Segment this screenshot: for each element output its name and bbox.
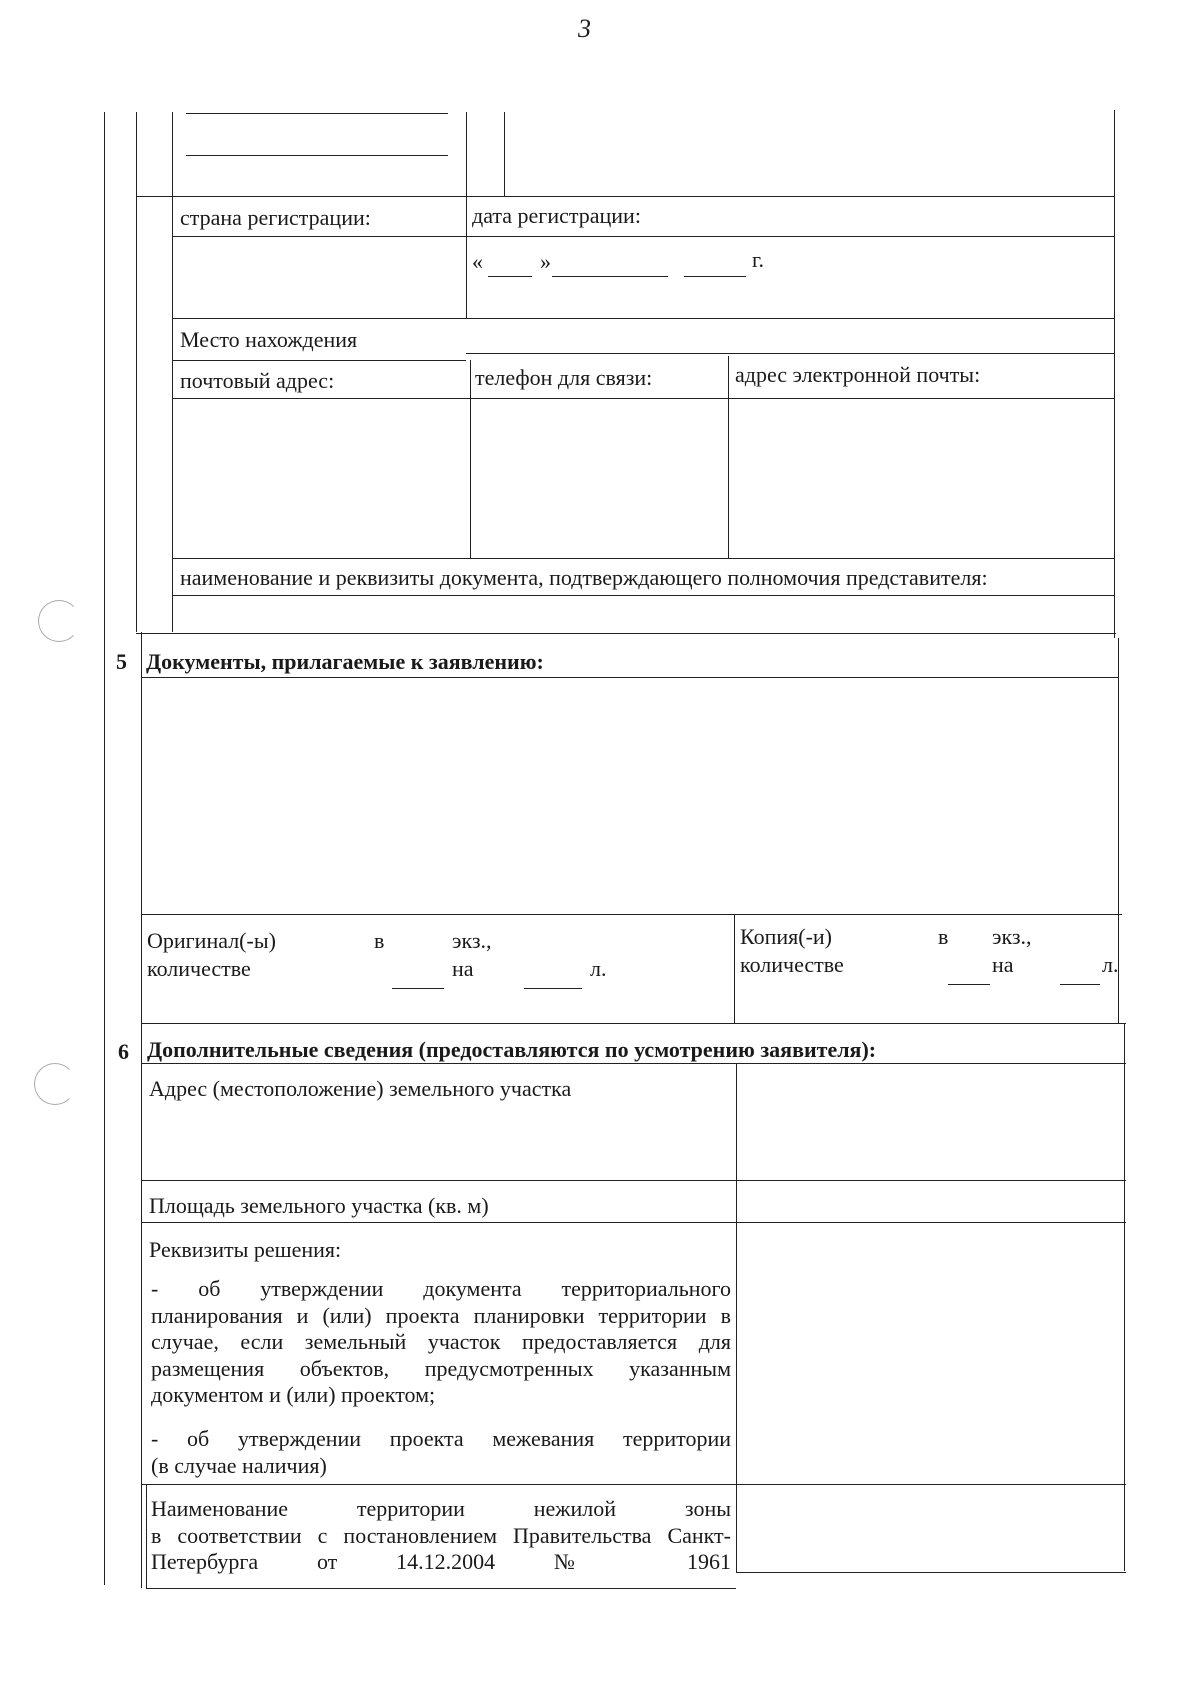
text-line: документом и (или) проектом;	[151, 1382, 436, 1407]
right-border-lower	[1124, 1023, 1125, 1571]
day-blank[interactable]	[488, 276, 532, 277]
originals-sheets: л.	[590, 956, 607, 981]
originals-word: Оригинал(-ы)	[147, 928, 276, 953]
row-rule	[141, 677, 1118, 678]
copies-quantity-word: количестве	[740, 952, 844, 977]
attached-documents-field[interactable]	[143, 679, 1116, 913]
row-rule	[141, 1222, 1126, 1223]
page-number: 3	[578, 14, 591, 43]
copies-copies-blank[interactable]	[948, 984, 990, 985]
text-line: случае, если земельный участок предоставляется для	[151, 1329, 731, 1354]
non-residential-zone-field[interactable]	[740, 1487, 1122, 1571]
col-rule	[728, 356, 729, 558]
row-rule	[146, 1588, 736, 1589]
row-rule	[172, 558, 1114, 559]
authority-document-label: наименование и реквизиты документа, подтверждающего полномочия представителя:	[180, 565, 988, 590]
right-border-upper	[1114, 110, 1115, 638]
number-column-border-upper	[136, 112, 137, 632]
left-margin-rule	[104, 112, 105, 1585]
top-cell-divider-1	[466, 112, 467, 196]
top-cell-divider-2	[504, 112, 505, 196]
section-5-number: 5	[116, 649, 127, 674]
land-plot-area-label: Площадь земельного участка (кв. м)	[149, 1193, 489, 1218]
copies-copies-unit: экз.,	[992, 924, 1032, 949]
continued-blank-line-1	[186, 113, 448, 114]
land-plot-address-field[interactable]	[740, 1066, 1122, 1176]
date-close-quote: »	[540, 249, 551, 274]
originals-copies-blank[interactable]	[392, 988, 444, 989]
section-5-title: Документы, прилагаемые к заявлению:	[146, 649, 544, 674]
decision-details-field[interactable]	[740, 1225, 1122, 1481]
punch-hole-bottom	[34, 1063, 76, 1105]
punch-hole-top	[38, 600, 80, 642]
row-rule	[466, 353, 1114, 354]
text-line: - об утверждении документа территориального	[151, 1276, 731, 1301]
continued-blank-line-2	[186, 155, 448, 156]
originals-on: на	[452, 956, 474, 981]
phone-label: телефон для связи:	[475, 365, 653, 390]
row-rule	[136, 196, 1114, 197]
postal-address-label: почтовый адрес:	[180, 368, 335, 393]
date-open-quote: «	[472, 249, 483, 274]
decision-item-land-surveying	[151, 1426, 731, 1479]
text-line: в соответствии с постановлением Правительства Санкт-	[151, 1522, 731, 1548]
land-plot-area-field[interactable]	[740, 1183, 1122, 1219]
year-suffix: г.	[752, 247, 765, 272]
authority-document-field[interactable]	[174, 597, 1112, 631]
row-rule	[172, 398, 1114, 399]
year-blank[interactable]	[684, 276, 746, 277]
row-rule	[736, 1572, 1126, 1573]
month-blank[interactable]	[552, 276, 668, 277]
row-rule	[141, 1484, 1126, 1485]
decision-details-title: Реквизиты решения:	[149, 1237, 342, 1262]
country-label: страна регистрации:	[180, 205, 371, 230]
row-rule	[141, 1063, 1126, 1064]
row-rule	[141, 914, 1122, 915]
row-rule	[136, 633, 1116, 634]
col-rule	[470, 360, 471, 558]
row-rule	[141, 1180, 1126, 1181]
col-rule	[146, 1484, 147, 1588]
land-plot-address-label: Адрес (местоположение) земельного участка	[149, 1076, 572, 1101]
subsection-border	[172, 112, 173, 632]
section-6-title: Дополнительные сведения (предоставляются по усмотрению заявителя):	[147, 1037, 877, 1062]
row-rule	[172, 360, 466, 361]
originals-quantity-word: количестве	[147, 956, 251, 981]
text-line: Наименование территории нежилой зоны	[151, 1496, 731, 1521]
row-rule	[172, 236, 1114, 237]
location-label: Место нахождения	[180, 327, 358, 352]
row-rule	[172, 318, 1114, 319]
originals-in: в	[374, 928, 385, 953]
row-rule	[141, 1023, 1126, 1024]
text-line: - об утверждении проекта межевания территории	[151, 1426, 731, 1451]
decision-item-territorial-planning	[151, 1276, 731, 1409]
copies-sheets-blank[interactable]	[1060, 984, 1100, 985]
postal-address-field[interactable]	[174, 400, 468, 556]
email-field[interactable]	[730, 400, 1112, 556]
originals-copies-unit: экз.,	[452, 928, 492, 953]
text-line: размещения объектов, предусмотренных указанным	[151, 1355, 731, 1381]
copies-in: в	[938, 924, 949, 949]
col-rule	[734, 914, 735, 1024]
col-rule	[736, 1063, 737, 1572]
text-line: планирования и (или) проекта планировки территории в	[151, 1302, 731, 1328]
originals-sheets-blank[interactable]	[524, 988, 582, 989]
copies-word: Копия(-и)	[740, 924, 832, 949]
section-6-number: 6	[118, 1039, 129, 1064]
email-label: адрес электронной почты:	[735, 362, 981, 387]
text-line: (в случае наличия)	[151, 1452, 327, 1478]
copies-sheets: л.	[1102, 952, 1119, 977]
registration-date-label: дата регистрации:	[472, 203, 641, 228]
copies-on: на	[992, 952, 1014, 977]
number-column-border-lower	[141, 632, 142, 1588]
text-line: Петербурга от 14.12.2004 № 1961	[151, 1549, 731, 1574]
col-rule	[466, 196, 467, 318]
phone-field[interactable]	[472, 400, 726, 556]
row-rule	[172, 595, 1114, 596]
non-residential-zone-label	[151, 1496, 731, 1576]
